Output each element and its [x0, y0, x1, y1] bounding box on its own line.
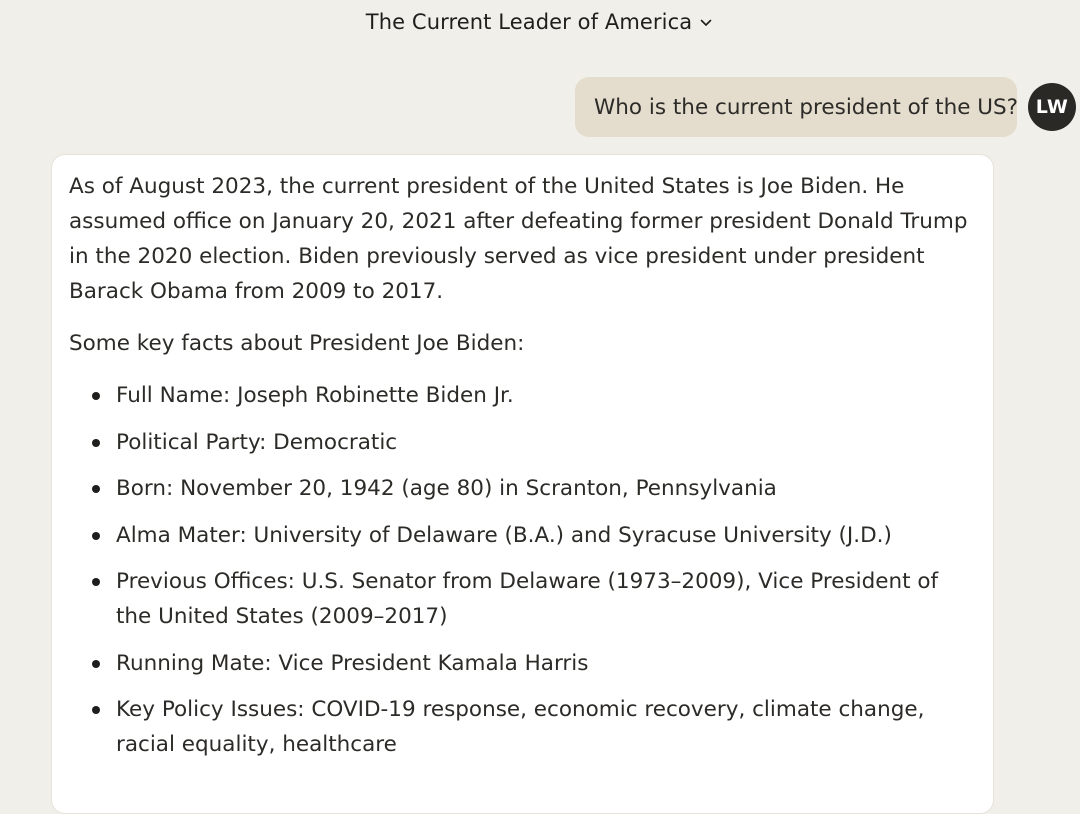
- bullet-icon: [92, 392, 100, 400]
- list-item: [69, 564, 976, 634]
- chevron-down-icon[interactable]: [698, 15, 714, 31]
- list-item: [69, 378, 976, 413]
- bullet-icon: [92, 660, 100, 668]
- list-item: [69, 646, 976, 681]
- bullet-icon: [92, 532, 100, 540]
- user-message-row: [575, 77, 1076, 137]
- list-item-text: Born: November 20, 1942 (age 80) in Scranton, Pennsylvania: [116, 476, 777, 501]
- list-item-text: Previous Offices: U.S. Senator from Delaware (1973–2009), Vice President of the United States (2009–2017): [116, 569, 939, 629]
- assistant-paragraph-facts-heading: Some key facts about President Joe Biden:: [69, 331, 525, 356]
- bullet-icon: [92, 706, 100, 714]
- bullet-icon: [92, 578, 100, 586]
- list-item: [69, 692, 976, 762]
- user-message-text: Who is the current president of the US?: [594, 94, 1019, 120]
- user-avatar[interactable]: [1028, 83, 1076, 131]
- conversation-title[interactable]: The Current Leader of America: [365, 10, 693, 34]
- list-item-text: Key Policy Issues: COVID-19 response, economic recovery, climate change, racial equality, healthcare: [116, 697, 925, 757]
- list-item: [69, 425, 976, 460]
- avatar-initials: LW: [1035, 96, 1069, 118]
- key-facts-list: [69, 378, 976, 762]
- bullet-icon: [92, 485, 100, 493]
- bullet-icon: [92, 439, 100, 447]
- list-item-text: Alma Mater: University of Delaware (B.A.) and Syracuse University (J.D.): [116, 522, 892, 548]
- list-item: [69, 471, 976, 506]
- conversation-header[interactable]: [0, 0, 1080, 44]
- assistant-paragraph-intro: As of August 2023, the current president of the United States is Joe Biden. He assumed office on January 20, 2021 after defeating former president Donald Trump in the 2020 election. Biden previously served as vice president under president Barack Obama from 2009 to 2017.: [69, 174, 968, 304]
- assistant-message-card: [51, 154, 994, 814]
- list-item-text: Political Party: Democratic: [116, 429, 398, 455]
- list-item-text: Running Mate: Vice President Kamala Harris: [116, 650, 589, 676]
- list-item: [69, 518, 976, 553]
- user-message-bubble: [575, 77, 1017, 137]
- list-item-text: Full Name: Joseph Robinette Biden Jr.: [116, 383, 514, 408]
